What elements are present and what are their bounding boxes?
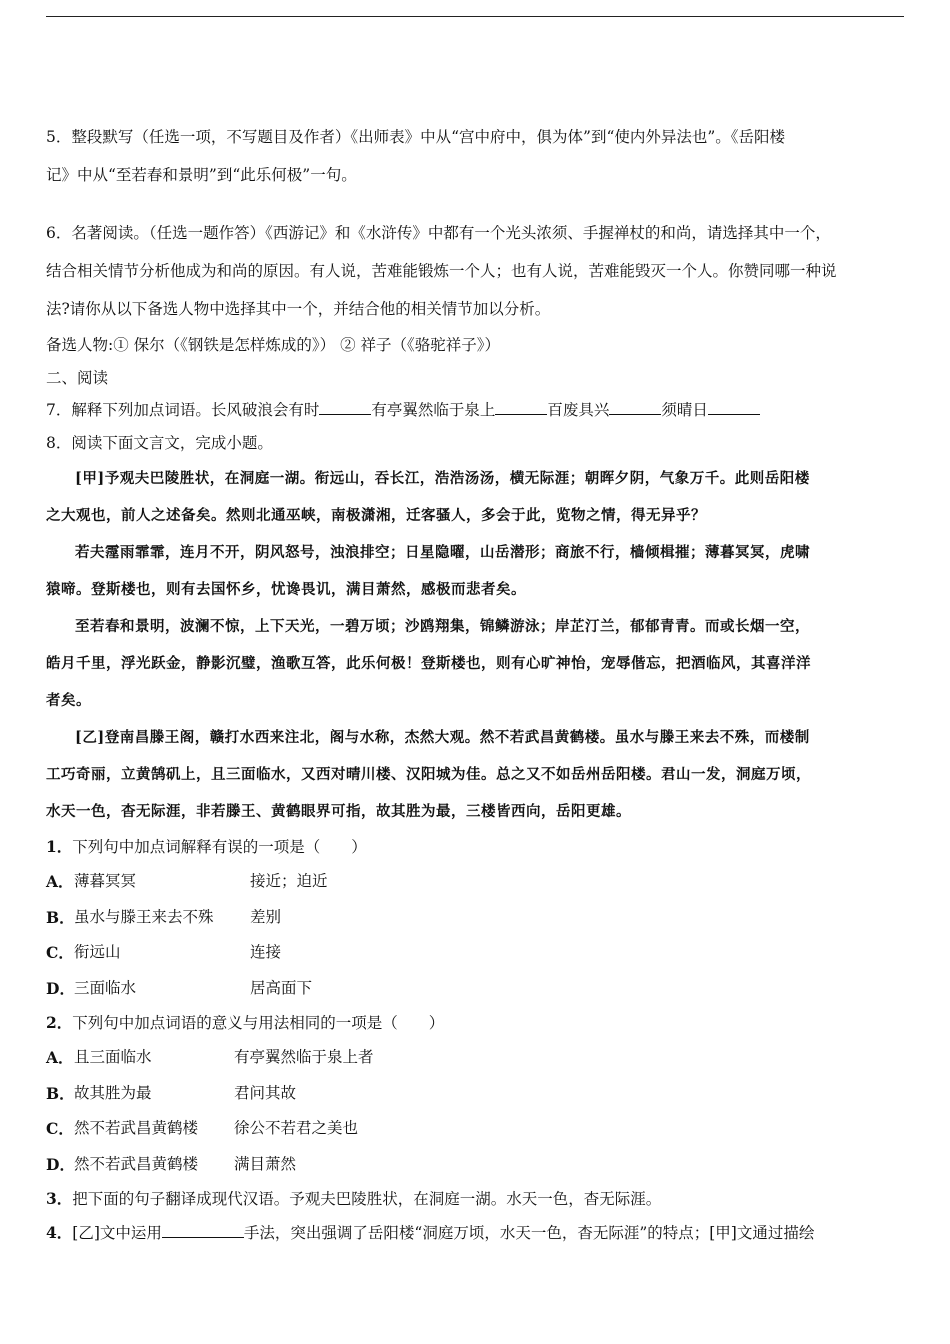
q5-line1: 5．整段默写（任选一项，不写题目及作者）《出师表》中从“宫中府中，俱为体”到“使内外异法也”。《岳阳楼 <box>46 128 786 146</box>
q7-blank-3 <box>609 400 661 415</box>
sub1-stem: 1．下列句中加点词解释有误的一项是（ ） <box>46 837 367 856</box>
document-body <box>46 118 904 1250</box>
section-heading: 二、阅读 <box>46 369 109 387</box>
q7-part3: 百废具兴 <box>547 401 610 419</box>
q7-blank-1 <box>319 400 371 415</box>
q7-part4: 须晴日 <box>661 401 708 419</box>
question-6 <box>46 214 904 362</box>
q5-line2: 记》中从“至若春和景明”到“此乐何极”一句。 <box>46 166 357 184</box>
q6-candidates: 备选人物:① 保尔（《钢铁是怎样炼成的》） ② 祥子（《骆驼祥子》） <box>46 336 501 354</box>
sub-question-2 <box>46 1006 904 1182</box>
sub1-option-b: B． 虽水与滕王来去不殊 差别 <box>46 907 282 927</box>
q6-line3: 法?请你从以下备选人物中选择其中一个，并结合他的相关情节加以分析。 <box>46 300 551 318</box>
sub1-option-d: D． 三面临水 居高面下 <box>46 978 313 998</box>
sub2-option-d: D． 然不若武昌黄鹤楼 满目萧然 <box>46 1154 297 1174</box>
q7-blank-4 <box>708 400 760 415</box>
sub2-option-c: C． 然不若武昌黄鹤楼 徐公不若君之美也 <box>46 1119 359 1138</box>
sub-question-1 <box>46 830 904 1006</box>
sub2-option-b: B． 故其胜为最 君问其故 <box>46 1083 297 1103</box>
q6-line2: 结合相关情节分析他成为和尚的原因。有人说，苦难能锻炼一个人；也有人说，苦难能毁灭一个人。你赞同哪一种说 <box>46 262 837 280</box>
q7-part2: 有亭翼然临于泉上 <box>371 401 496 419</box>
passage-p2a: 若夫霪雨霏霏，连月不开，阴风怒号，浊浪排空；日星隐曜，山岳潜形；商旅不行，樯倾楫摧；薄暮冥冥，虎啸 <box>75 544 810 561</box>
sub2-stem: 2．下列句中加点词语的意义与用法相同的一项是（ ） <box>46 1013 445 1032</box>
question-8-title: 8．阅读下面文言文，完成小题。 <box>46 434 273 452</box>
passage-p3c: 者矣。 <box>46 692 91 709</box>
passage-p4b: 工巧奇丽，立黄鹄矶上，且三面临水，又西对晴川楼、汉阳城为佳。总之又不如岳州岳阳楼。君山一发，洞庭万顷， <box>46 766 811 783</box>
question-5 <box>46 118 904 194</box>
sub2-option-a: A． 且三面临水 有亭翼然临于泉上者 <box>46 1048 374 1067</box>
q6-line1: 6．名著阅读。（任选一题作答）《西游记》和《水浒传》中都有一个光头浓须、手握禅杖的和尚，请选择其中一个， <box>46 224 831 242</box>
classical-passage <box>46 460 904 830</box>
q7-blank-2 <box>495 400 547 415</box>
passage-p3b: 皓月千里，浮光跃金，静影沉璧，渔歌互答，此乐何极！登斯楼也，则有心旷神怡，宠辱偕忘，把酒临风，其喜洋洋 <box>46 655 811 672</box>
sub-question-4: 4．[乙]文中运用 手法，突出强调了岳阳楼“洞庭万顷，水天一色，杳无际涯”的特点；[甲]文通过描绘 <box>46 1223 815 1242</box>
passage-p2b: 猿啼。登斯楼也，则有去国怀乡，忧谗畏讥，满目萧然，感极而悲者矣。 <box>46 581 526 598</box>
sub4-blank <box>162 1223 244 1238</box>
passage-p1a: [甲]予观夫巴陵胜状，在洞庭一湖。衔远山，吞长江，浩浩汤汤，横无际涯；朝晖夕阴，气象万千。此则岳阳楼 <box>75 470 810 487</box>
header-rule <box>46 16 904 17</box>
question-7 <box>46 394 904 426</box>
sub1-option-c: C． 衔远山 连接 <box>46 943 282 962</box>
sub-question-3: 3．把下面的句子翻译成现代汉语。予观夫巴陵胜状，在洞庭一湖。水天一色，杳无际涯。 <box>46 1189 662 1208</box>
passage-p4a: [乙]登南昌滕王阁，赣打水西来注北，阁与水称，杰然大观。然不若武昌黄鹤楼。虽水与滕王来去不殊，而楼制 <box>75 729 810 746</box>
passage-p3a: 至若春和景明，波澜不惊，上下天光，一碧万顷；沙鸥翔集，锦鳞游泳；岸芷汀兰，郁郁青青。而或长烟一空， <box>75 618 810 635</box>
q7-part1: 7．解释下列加点词语。长风破浪会有时 <box>46 401 320 419</box>
passage-p1b: 之大观也，前人之述备矣。然则北通巫峡，南极潇湘，迁客骚人，多会于此，览物之情，得无异乎？ <box>46 507 706 524</box>
passage-p4c: 水天一色，杳无际涯，非若滕王、黄鹤眼界可指，故其胜为最，三楼皆西向，岳阳更雄。 <box>46 803 631 820</box>
sub1-option-a: A． 薄暮冥冥 接近；迫近 <box>46 872 328 891</box>
